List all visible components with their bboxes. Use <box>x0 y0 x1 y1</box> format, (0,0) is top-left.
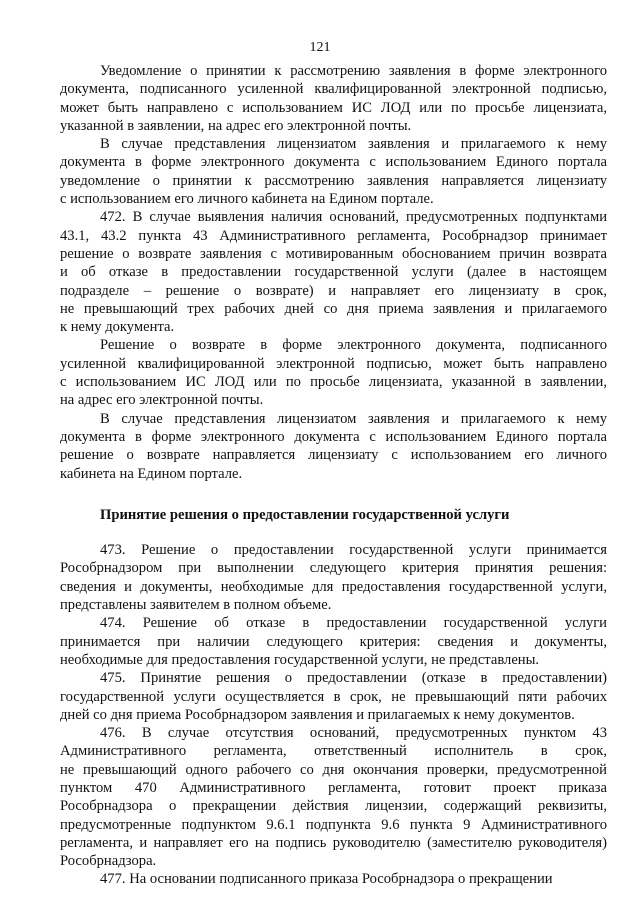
paragraph-line: 477. На основании подписанного приказа Рособрнадзора о прекращении <box>100 871 553 888</box>
section-heading: Принятие решения о предоставлении государственной услуги <box>100 506 510 523</box>
paragraph-line: Рособрнадзором при выполнении следующего критерия принятия решения: <box>60 560 607 577</box>
paragraph-line: документа в форме электронного документа с использованием Единого портала <box>60 154 607 171</box>
paragraph-line: 43.1, 43.2 пункта 43 Административного регламента, Рособрнадзор принимает <box>60 227 607 244</box>
paragraph-line: Рособрнадзора о прекращении действия лицензии, содержащий реквизиты, <box>60 798 607 815</box>
paragraph-line: с использованием его личного кабинета на Едином портале. <box>60 191 434 208</box>
paragraph-line: представлены заявителем в полном объеме. <box>60 597 332 614</box>
paragraph-line: 473. Решение о предоставлении государственной услуги принимается <box>100 542 607 559</box>
paragraph-line: 476. В случае отсутствия оснований, предусмотренных пунктом 43 <box>100 725 607 742</box>
paragraph-line: принимается при наличии следующего критерия: сведения и документы, <box>60 633 607 650</box>
paragraph-line: регламента, и направляет его на подпись руководителю (заместителю руководителя) <box>60 834 607 851</box>
document-body <box>60 62 607 889</box>
paragraph-line: не превышающий трех рабочих дней со дня приема заявления и прилагаемого <box>60 300 607 317</box>
text-block-notifications <box>60 62 607 483</box>
paragraph-line: кабинета на Едином портале. <box>60 465 243 482</box>
text-block-decision <box>60 541 607 889</box>
paragraph-line: указанной в заявлении, на адрес его электронной почты. <box>60 117 412 134</box>
paragraph-line: дней со дня приема Рособрнадзором заявления и прилагаемых к нему документов. <box>60 706 575 723</box>
paragraph-line: с использованием ИС ЛОД или по просьбе лицензиата, указанной в заявлении, <box>60 374 607 391</box>
paragraph-line: не превышающий одного рабочего со дня окончания проверки, предусмотренной <box>60 761 607 778</box>
paragraph-line: В случае представления лицензиатом заявления и прилагаемого к нему <box>100 410 607 427</box>
paragraph-line: пунктом 470 Административного регламента, готовит проект приказа <box>60 779 607 796</box>
paragraph-line: Решение о возврате в форме электронного документа, подписанного <box>100 337 607 354</box>
paragraph-line: предусмотренные подпунктом 9.6.1 подпункта 9.6 пункта 9 Административного <box>60 816 607 833</box>
paragraph-line: и об отказе в предоставлении государственной услуги (далее в настоящем <box>60 264 607 281</box>
paragraph-line: необходимые для предоставления государственной услуги, не представлены. <box>60 651 540 668</box>
paragraph-line: сведения и документы, необходимые для предоставления государственной услуги, <box>60 578 607 595</box>
paragraph-line: подразделе – решение о возврате) и направляет его лицензиату в срок, <box>60 282 607 299</box>
paragraph-line: 474. Решение об отказе в предоставлении государственной услуги <box>100 615 607 632</box>
paragraph-line: документа в форме электронного документа с использованием Единого портала <box>60 428 607 445</box>
paragraph-line: Уведомление о принятии к рассмотрению заявления в форме электронного <box>100 63 607 79</box>
paragraph-line: решение о возврате направляется лицензиату с использованием его личного <box>60 447 607 464</box>
paragraph-line: В случае представления лицензиатом заявления и прилагаемого к нему <box>100 136 607 153</box>
paragraph-line: документа, подписанного усиленной квалифицированной электронной подписью, <box>60 81 607 98</box>
paragraph-line: государственной услуги осуществляется в срок, не превышающий пяти рабочих <box>60 688 607 705</box>
page-number: 121 <box>309 40 331 55</box>
paragraph-line: уведомление о принятии к рассмотрению заявления направляется лицензиату <box>60 172 607 189</box>
paragraph-line: к нему документа. <box>60 319 175 336</box>
paragraph-line: 472. В случае выявления наличия оснований, предусмотренных подпунктами <box>100 209 607 226</box>
paragraph-line: Административного регламента, ответственный исполнитель в срок, <box>60 743 607 760</box>
paragraph-line: Рособрнадзора. <box>60 853 157 870</box>
paragraph-line: может быть направлено с использованием ИС ЛОД или по просьбе лицензиата, <box>60 99 607 116</box>
paragraph-line: на адрес его электронной почты. <box>60 392 264 409</box>
paragraph-line: решение о возврате заявления с мотивированным обоснованием причин возврата <box>60 245 607 262</box>
paragraph-line: 475. Принятие решения о предоставлении (отказе в предоставлении) <box>100 670 607 687</box>
paragraph-line: усиленной квалифицированной электронной подписью, может быть направлено <box>60 355 607 372</box>
